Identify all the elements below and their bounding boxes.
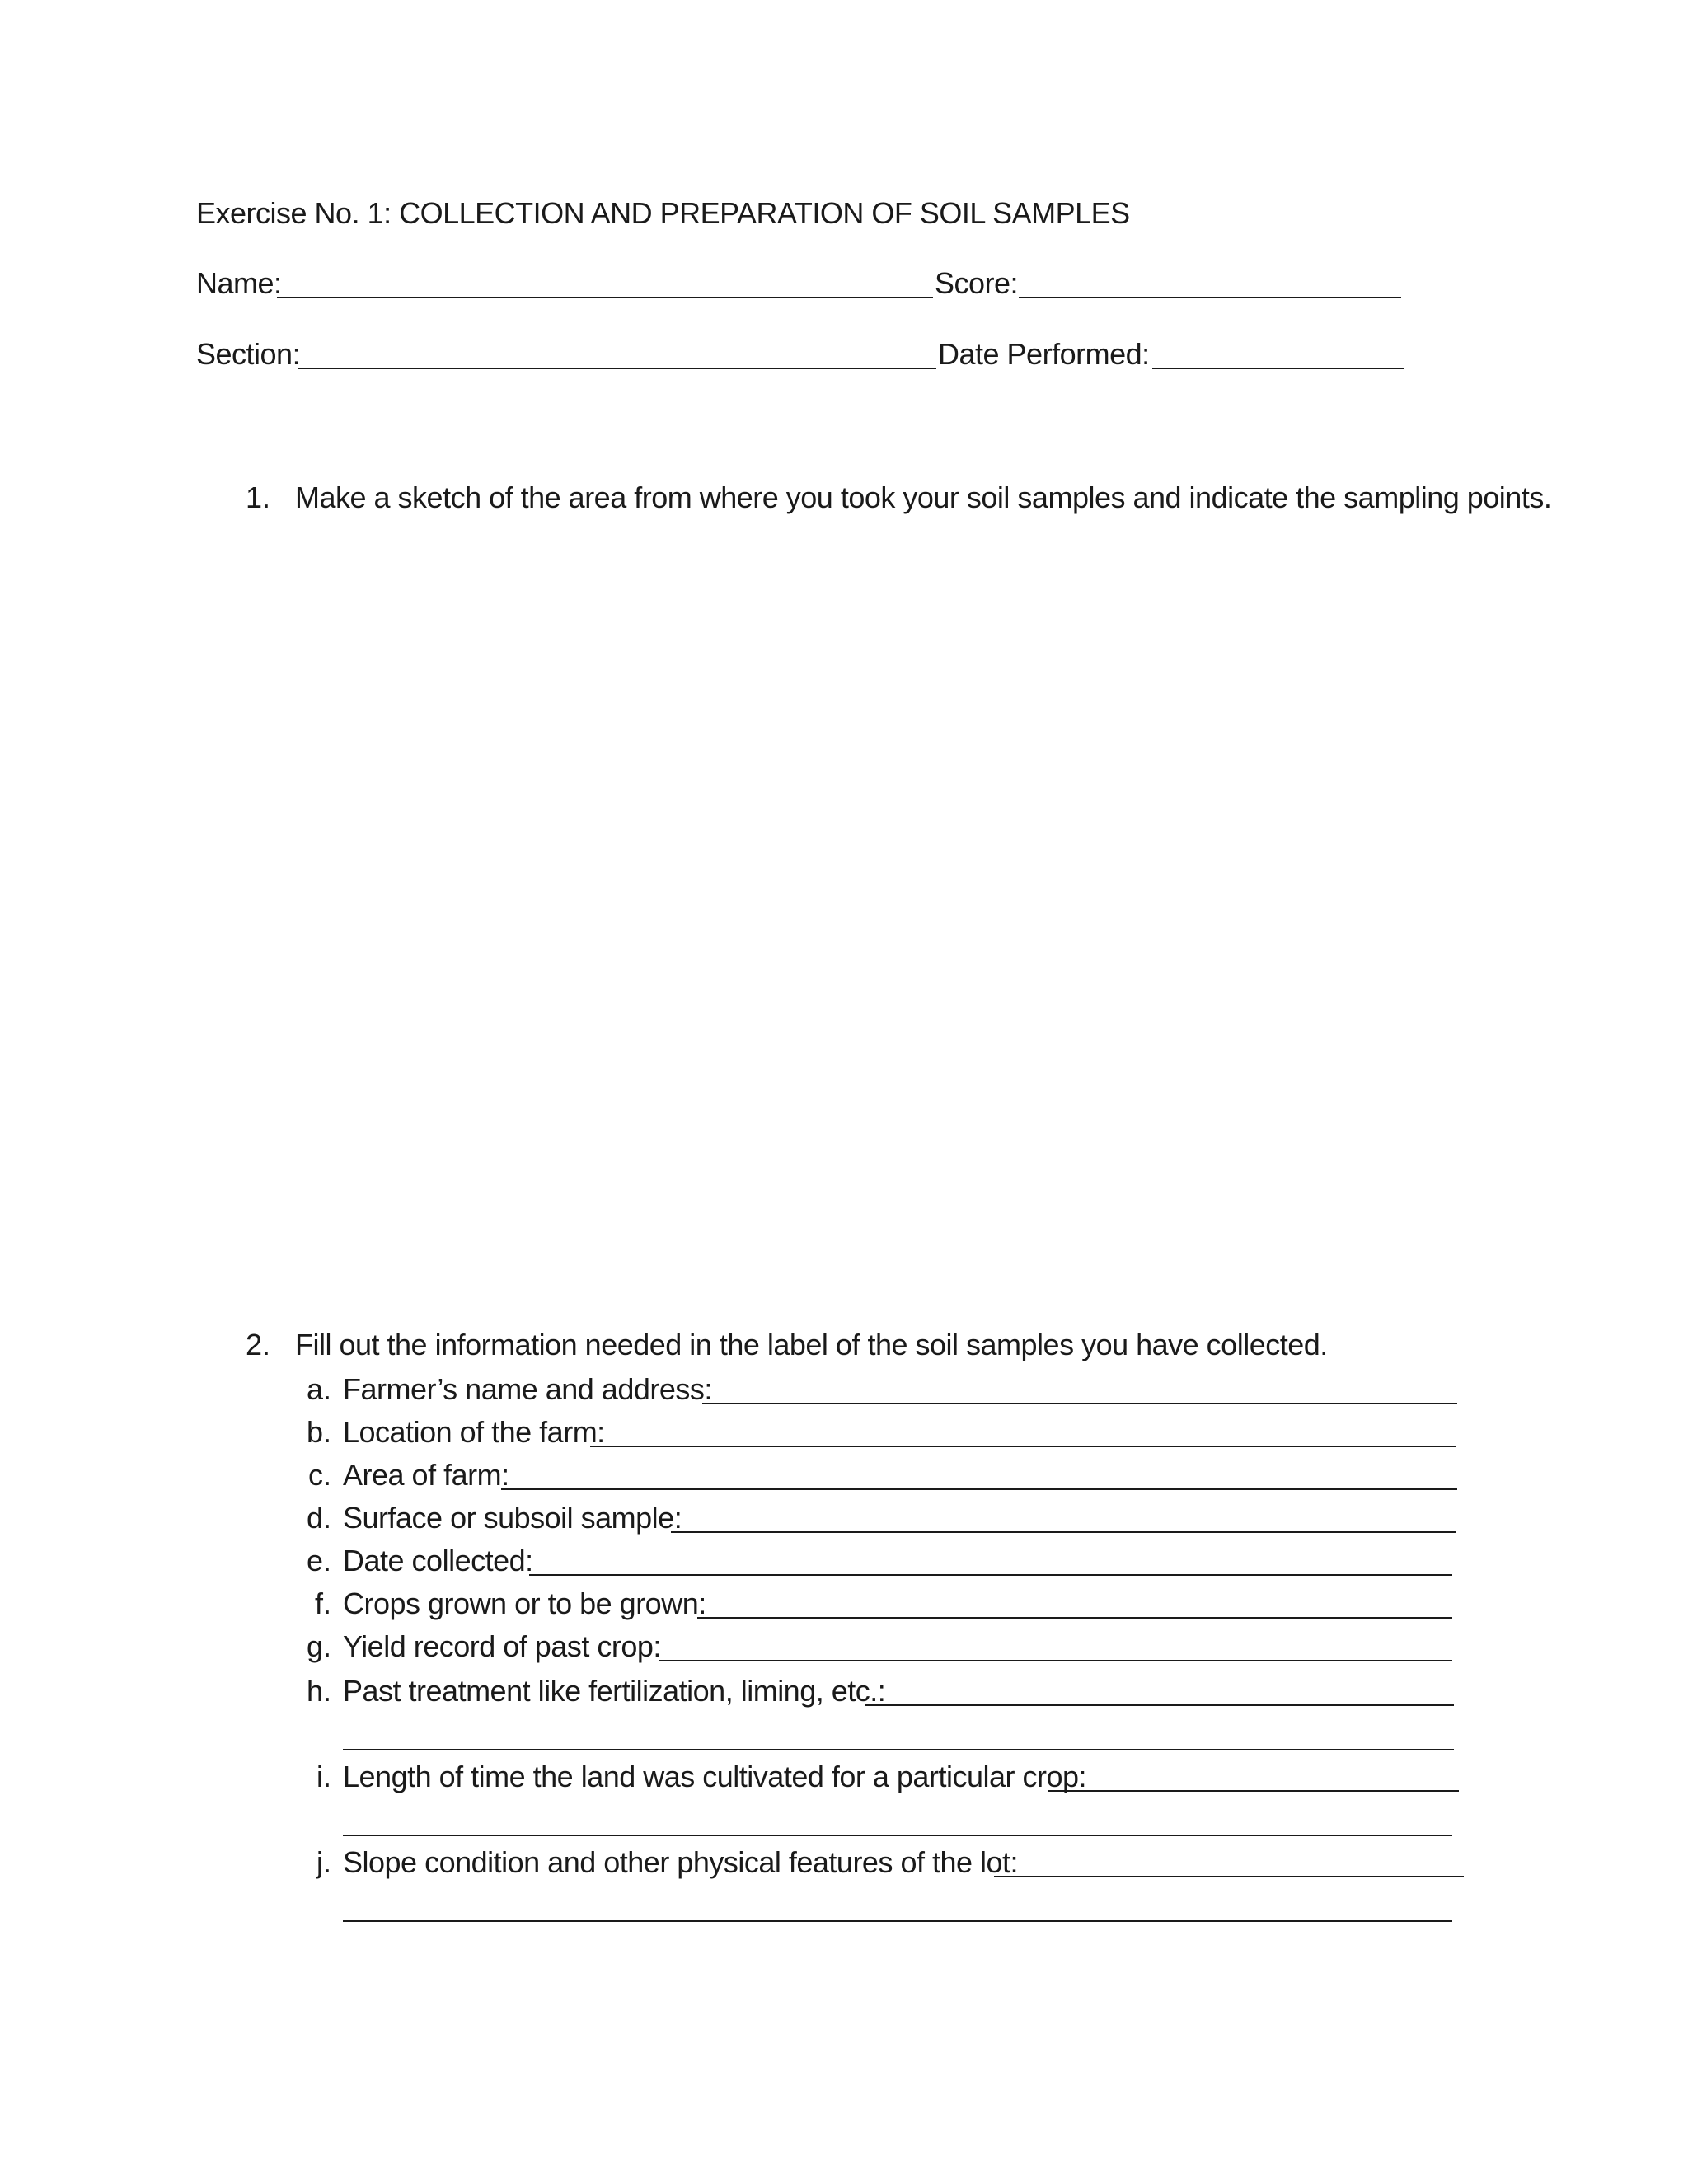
name-label: Name:	[196, 266, 282, 300]
item-b-field[interactable]	[590, 1446, 1456, 1447]
item-f-label: Crops grown or to be grown:	[343, 1586, 706, 1620]
question-1-number: 1.	[246, 480, 271, 514]
item-c-letter: c.	[307, 1458, 331, 1492]
item-f-letter: f.	[314, 1586, 331, 1620]
item-j-letter: j.	[316, 1845, 331, 1879]
item-b-letter: b.	[306, 1415, 331, 1449]
question-2-text: Fill out the information needed in the label of the soil samples you have collected.	[295, 1328, 1328, 1361]
item-e-letter: e.	[306, 1544, 331, 1577]
date-performed-field[interactable]	[1152, 368, 1404, 369]
item-g-label: Yield record of past crop:	[343, 1629, 661, 1663]
item-g-letter: g.	[306, 1629, 331, 1663]
question-2-number: 2.	[246, 1328, 271, 1361]
item-h-label: Past treatment like fertilization, liming, etc.:	[343, 1674, 886, 1708]
item-b-label: Location of the farm:	[343, 1415, 605, 1449]
question-1-text: Make a sketch of the area from where you took your soil samples and indicate the sampling points.	[295, 480, 1552, 514]
sketch-area[interactable]	[196, 536, 1465, 1294]
item-i-label: Length of time the land was cultivated for a particular crop:	[343, 1760, 1087, 1793]
item-a-field[interactable]	[702, 1403, 1457, 1404]
section-label: Section:	[196, 337, 301, 371]
item-c-label: Area of farm:	[343, 1458, 509, 1492]
item-j-field-continued[interactable]	[343, 1920, 1452, 1922]
item-g-field[interactable]	[659, 1660, 1452, 1661]
item-h-letter: h.	[306, 1674, 331, 1708]
exercise-title: Exercise No. 1: COLLECTION AND PREPARATION OF SOIL SAMPLES	[196, 196, 1130, 230]
item-d-field[interactable]	[671, 1531, 1456, 1533]
item-j-field[interactable]	[994, 1876, 1464, 1877]
item-i-field-continued[interactable]	[343, 1835, 1452, 1836]
date-performed-label: Date Performed:	[938, 337, 1150, 371]
item-h-field-continued[interactable]	[343, 1749, 1454, 1750]
score-field[interactable]	[1019, 297, 1401, 298]
item-a-letter: a.	[306, 1372, 331, 1406]
item-i-field[interactable]	[1048, 1790, 1459, 1792]
item-d-letter: d.	[306, 1501, 331, 1535]
item-e-field[interactable]	[529, 1574, 1452, 1576]
item-a-label: Farmer’s name and address:	[343, 1372, 712, 1406]
item-c-field[interactable]	[501, 1488, 1457, 1490]
item-h-field[interactable]	[865, 1704, 1454, 1706]
section-field[interactable]	[298, 368, 936, 369]
item-d-label: Surface or subsoil sample:	[343, 1501, 682, 1535]
name-field[interactable]	[277, 297, 933, 298]
item-i-letter: i.	[316, 1760, 331, 1793]
item-e-label: Date collected:	[343, 1544, 533, 1577]
score-label: Score:	[935, 266, 1019, 300]
item-j-label: Slope condition and other physical features of the lot:	[343, 1845, 1019, 1879]
item-f-field[interactable]	[697, 1617, 1452, 1619]
